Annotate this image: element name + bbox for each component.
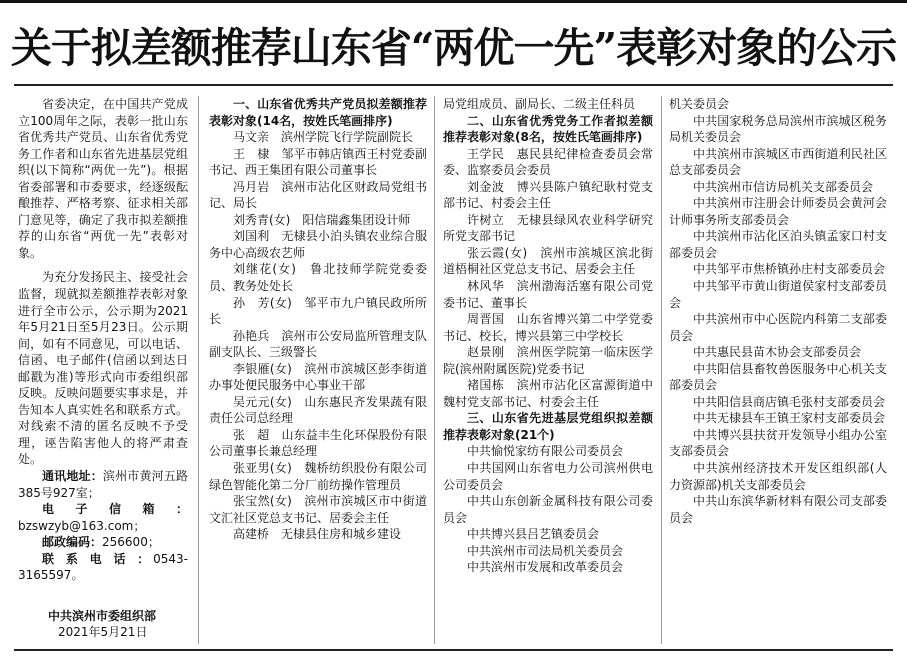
list-item: 中共阳信县畜牧兽医服务中心机关支部委员会: [669, 361, 887, 393]
list-item: 刘秀青(女) 阳信瑞鑫集团设计师: [233, 212, 411, 227]
list-item: 中共愉悦家纺有限公司委员会: [467, 444, 624, 459]
signature-org: 中共滨州市委组织部: [48, 608, 157, 623]
postcode-line: [18, 534, 188, 551]
top-border: [0, 0, 907, 3]
workers-list: [443, 146, 653, 411]
list-item: 褚国栋 滨州市沾化区富源街道中魏村党支部书记、村委会主任: [443, 378, 653, 409]
list-item: 林风华 滨州渤海活塞有限公司党委书记、董事长: [443, 279, 653, 310]
email-label: 电 子 信 箱 ：: [42, 502, 188, 517]
list-item: 孙艳兵 滨州市公安局监所管理支队副支队长、三级警长: [209, 328, 427, 360]
list-item: 张亚男(女) 魏桥纺织股份有限公司绿色智能化第二分厂前纺操作管理员: [209, 461, 427, 492]
column-organizations-cont: [669, 96, 887, 526]
phone-line: [18, 551, 188, 584]
list-item: 中共滨州市沾化区泊头镇孟家口村支部委员会: [669, 229, 887, 260]
list-item: 李银雁(女) 滨州市滨城区彭李街道办事处便民服务中心事业干部: [209, 361, 427, 393]
list-item: 中共阳信县商店镇毛张村支部委员会: [693, 394, 886, 409]
organizations-list: [443, 443, 653, 575]
column-members: [209, 96, 427, 543]
list-item: 中共国网山东省电力公司滨州供电公司委员会: [443, 461, 653, 492]
list-item: 中共博兴县扶贫开发领导小组办公室支部委员会: [669, 427, 887, 459]
column-intro: [18, 96, 188, 641]
list-item: 中共博兴县吕艺镇委员会: [467, 527, 600, 542]
list-item: 高建桥 无棣县住房和城乡建设: [233, 527, 402, 542]
phone-value: 0543-3165597。: [18, 551, 188, 583]
intro-paragraph: 省委决定，在中国共产党成立100周年之际，表彰一批山东省优秀共产党员、山东省优秀党务工作者和山东省先进基层党组织(以下简称“两优一先”)。根据省委部署和市委要求，经逐级酝酿推荐、严格考察、征求相关部门意见等，确定了我市拟差额推荐的山东省“两优一先”表彰对象。: [18, 97, 188, 260]
column-divider: [661, 96, 662, 644]
list-item: 中共滨州市注册会计师委员会黄河会计师事务所支部委员会: [669, 196, 887, 227]
organizations-list-cont: [669, 113, 887, 527]
list-item: 赵景刚 滨州医学院第一临床医学院(滨州附属医院)党委书记: [443, 345, 653, 376]
signature-date: 2021年5月21日: [58, 625, 148, 640]
address-line: [18, 468, 188, 501]
list-item: 马文亲 滨州学院飞行学院副院长: [233, 130, 414, 145]
bottom-rule: [14, 649, 893, 651]
list-item: 中共山东滨华新材料有限公司支部委员会: [669, 494, 887, 525]
list-item: 冯月岩 滨州市沾化区财政局党组书记、局长: [209, 179, 427, 211]
postcode-value: 256600；: [102, 535, 160, 550]
list-item: 刘金波 博兴县陈户镇纪耿村党支部书记、村委会主任: [443, 179, 653, 211]
list-item: 中共滨州市中心医院内科第二支部委员会: [669, 312, 887, 343]
section-heading-organizations: 三、山东省先进基层党组织拟差额推荐表彰对象(21个): [443, 411, 653, 442]
list-item: 中共滨州市司法局机关委员会: [467, 543, 624, 558]
list-item: 王学民 惠民县纪律检查委员会常委、监察委员会委员: [443, 146, 653, 178]
phone-label: 联 系 电 话 ：: [42, 551, 154, 566]
address-label: 通讯地址：: [42, 469, 103, 484]
list-item: 吴元元(女) 山东惠民齐发果蔬有限责任公司总经理: [209, 394, 427, 426]
email-value: bzswzyb@163.com；: [18, 518, 146, 533]
list-item: 中共惠民县苗木协会支部委员会: [693, 345, 862, 360]
postcode-label: 邮政编码：: [42, 535, 103, 550]
email-line: [18, 501, 188, 534]
column-divider: [198, 96, 199, 644]
list-item: 孙 芳(女) 邹平市九户镇民政所所长: [209, 295, 427, 327]
list-item: 张 超 山东益丰生化环保股份有限公司董事长兼总经理: [209, 427, 427, 459]
title-rule: [14, 84, 893, 86]
list-item: 中共滨州经济技术开发区组织部(人力资源部)机关支部委员会: [669, 461, 887, 492]
list-item: 中共无棣县车王镇王家村支部委员会: [693, 411, 886, 426]
list-item: 中共山东创新金属科技有限公司委员会: [443, 494, 653, 525]
notice-paragraph: 为充分发扬民主、接受社会监督，现就拟差额推荐表彰对象进行全市公示，公示期为2021年5月21日至5月23日。公示期间，如有不同意见，可以电话、信函、电子邮件(信函以到达日邮戳为准)等形式向市委组织部反映。反映问题要实事求是，并告知本人真实姓名和联系方式。对线索不清的匿名反映不予受理，诬告陷害他人的将严肃查处。: [18, 270, 188, 467]
list-item: 中共国家税务总局滨州市滨城区税务局机关委员会: [669, 113, 887, 145]
address-value: 滨州市黄河五路385号927室；: [18, 469, 188, 500]
list-item: 刘继花(女) 鲁北技师学院党委委员、教务处处长: [209, 262, 427, 294]
continued-text: 局党组成员、副局长、二级主任科员: [443, 97, 636, 111]
list-item: 许树立 无棣县绿风农业科学研究所党支部书记: [443, 212, 653, 244]
column-workers: [443, 96, 653, 576]
section-heading-workers: 二、山东省优秀党务工作者拟差额推荐表彰对象(8名，按姓氏笔画排序): [443, 113, 653, 145]
members-list: [209, 129, 427, 543]
list-item: 周晋国 山东省博兴第二中学党委书记、校长，博兴县第三中学校长: [443, 312, 653, 343]
list-item: 张云霞(女) 滨州市滨城区滨北街道梧桐社区党总支书记、居委会主任: [443, 245, 653, 277]
list-item: 张宝然(女) 滨州市滨城区市中街道文汇社区党总支书记、居委会主任: [209, 494, 427, 525]
page-title: 关于拟差额推荐山东省“两优一先”表彰对象的公示: [10, 24, 897, 72]
section-heading-members: 一、山东省优秀共产党员拟差额推荐表彰对象(14名，按姓氏笔画排序): [209, 97, 427, 128]
list-item: 刘国利 无棣县小泊头镇农业综合服务中心高级农艺师: [209, 229, 427, 260]
column-divider: [434, 96, 435, 644]
list-item: 中共滨州市发展和改革委员会: [467, 560, 624, 575]
list-item: 中共邹平市黄山街道侯家村支部委员会: [669, 279, 887, 310]
list-item: 中共邹平市焦桥镇孙庄村支部委员会: [693, 262, 886, 277]
list-item: 中共滨州市信访局机关支部委员会: [693, 179, 874, 194]
continued-text: 机关委员会: [669, 97, 730, 111]
list-item: 王 棣 邹平市韩店镇西王村党委副书记、西王集团有限公司董事长: [209, 146, 427, 178]
list-item: 中共滨州市滨城区市西街道利民社区总支部委员会: [669, 146, 887, 178]
